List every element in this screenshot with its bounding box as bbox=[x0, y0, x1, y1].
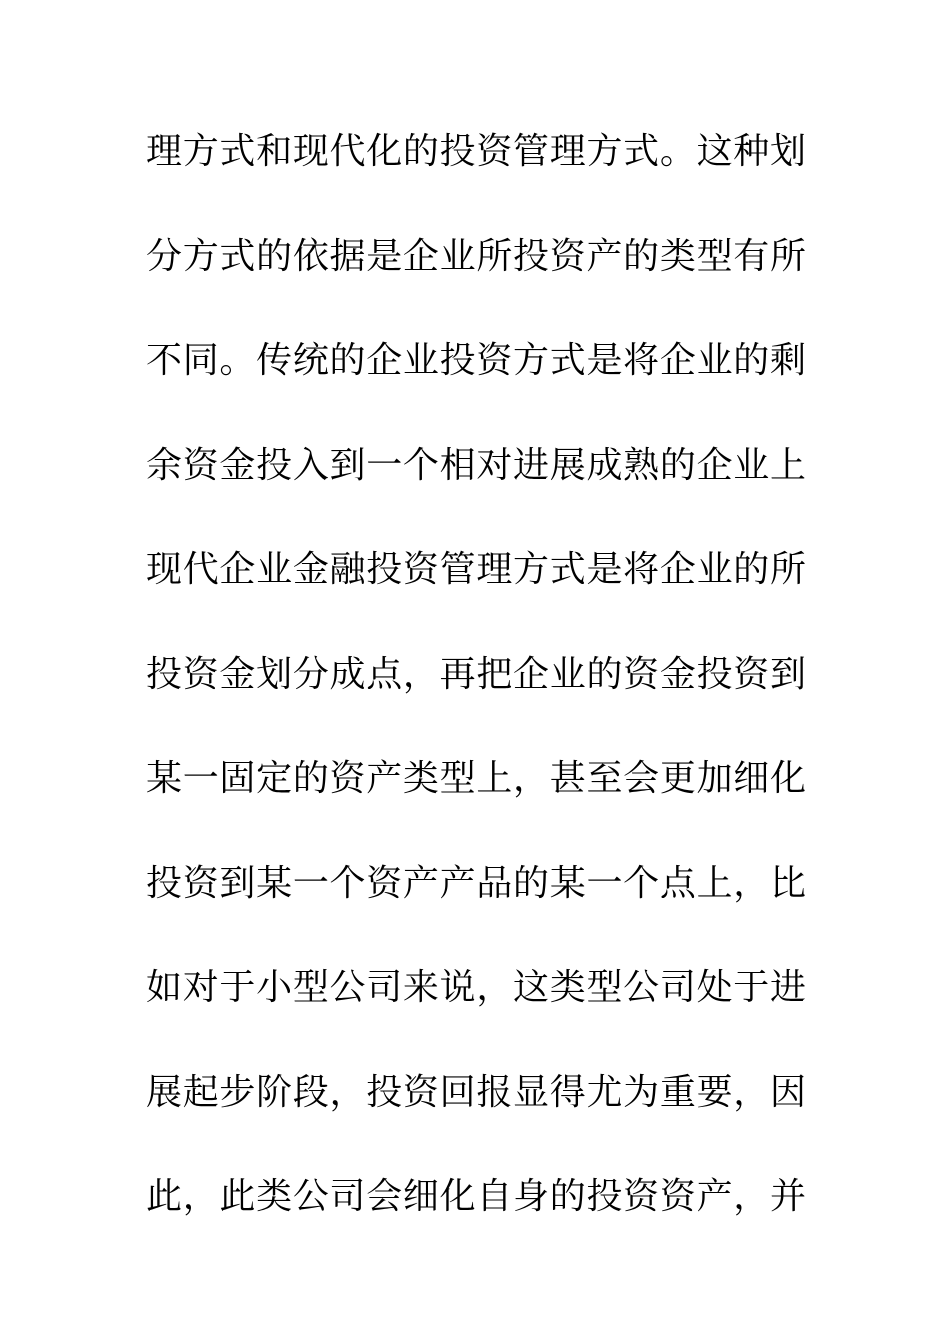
text-line: 此，此类公司会细化自身的投资资产，并 bbox=[146, 1176, 806, 1217]
text-line: 不同。传统的企业投资方式是将企业的剩 bbox=[146, 340, 806, 381]
text-line: 分方式的依据是企业所投资产的类型有所 bbox=[146, 235, 806, 277]
text-line: 如对于小型公司来说，这类型公司处于进 bbox=[146, 967, 806, 1008]
text-line: 某一固定的资产类型上，甚至会更加细化 bbox=[146, 758, 806, 799]
text-line: 现代企业金融投资管理方式是将企业的所 bbox=[146, 549, 806, 590]
text-line: 展起步阶段，投资回报显得尤为重要，因 bbox=[146, 1071, 806, 1113]
text-line: 投资到某一个资产产品的某一个点上，比 bbox=[146, 862, 806, 904]
body-text bbox=[146, 126, 806, 1276]
text-line: 余资金投入到一个相对进展成熟的企业上 bbox=[146, 444, 806, 486]
text-line: 投资金划分成点，再把企业的资金投资到 bbox=[146, 653, 806, 695]
text-line: 理方式和现代化的投资管理方式。这种划 bbox=[146, 131, 806, 172]
